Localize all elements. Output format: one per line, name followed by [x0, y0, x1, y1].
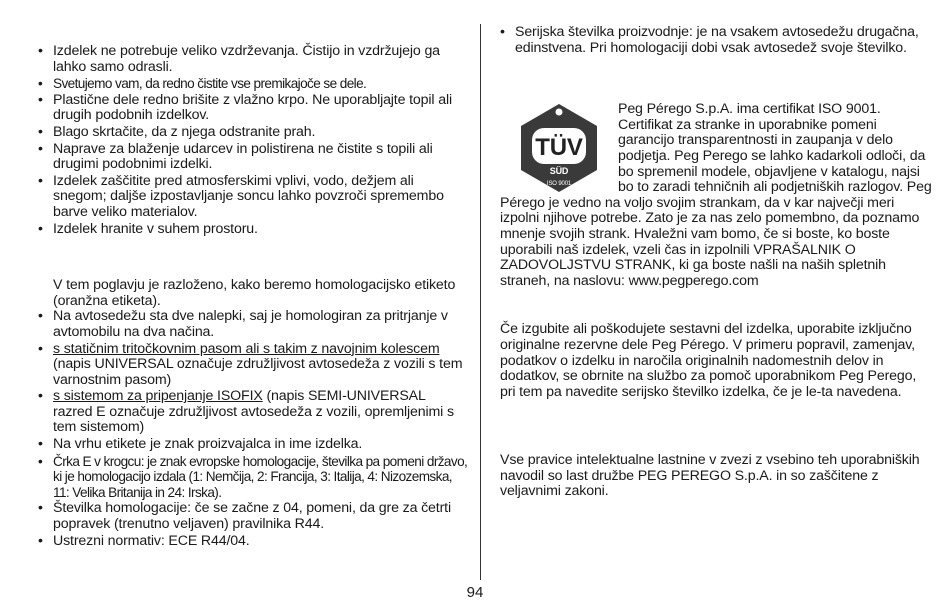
copyright-text: Vse pravice intelektualne lastnine v zvezi z vsebino teh uporabniških navodil so last družbe PEG PEREGO S.p.A. in so zaščitene z veljavnimi zakoni. — [500, 452, 920, 500]
svg-text:ISO 9001: ISO 9001 — [546, 181, 572, 188]
care-item: • Blago skrtačite, da z njega odstranite prah. — [38, 125, 468, 141]
care-item: • Izdelek ne potrebuje veliko vzdrževanja. Čistijo in vzdržujejo ga lahko samo odrasli. — [38, 44, 468, 75]
tuv-sud-logo-icon — [514, 102, 604, 194]
care-item: • Izdelek hranite v suhem prostoru. — [38, 222, 468, 238]
label-item: • Ustrezni normativ: ECE R44/04. — [38, 534, 468, 550]
care-item: • Izdelek zaščitite pred atmosferskimi vplivi, vodo, dežjem ali snegom; daljše izpostavljanje soncu lahko povzroči spremembo barve veliko materialov. — [38, 174, 468, 221]
label-item: • Številka homologacije: če se začne z 04, pomeni, da gre za četrti popravek (trenutno veljaven) pravilnika R44. — [38, 501, 468, 532]
svg-text:SÜD: SÜD — [549, 166, 569, 177]
label-item: • Črka E v krogcu: je znak evropske homologacije, številka pa pomeni državo, ki je homologacijo izdala (1: Nemčija, 2: Francija, 3: Italija, 4: Nizozemska, 11: Velika Britanija in 24: Irska). — [38, 454, 468, 501]
label-item: • Na vrhu etikete je znak proizvajalca in ime izdelka. — [38, 437, 468, 453]
label-intro: V tem poglavju je razloženo, kako beremo homologacijsko etiketo (oranžna etiketa). — [53, 277, 456, 309]
label-item: • Na avtosedežu sta dve nalepki, saj je homologiran za pritrjanje v avtomobilu na dva načina. — [38, 309, 468, 340]
care-item: • Naprave za blaženje udarcev in polistirena ne čistite s topili ali drugimi podobnimi izdelki. — [38, 142, 468, 173]
care-item: • Plastične dele redno brišite z vlažno krpo. Ne uporabljajte topil ali drugih podobnih izdelkov. — [38, 93, 468, 124]
care-list — [38, 44, 468, 237]
label-item-belt — [38, 342, 468, 389]
isofix-underlined-text: s sistemom za pripenjanje ISOFIX — [53, 388, 263, 405]
belt-underlined-text: s statičnim tritočkovnim pasom ali s takim z navojnim kolescem — [53, 340, 440, 357]
care-item: • Svetujemo vam, da redno čistite vse premikajoče se dele. — [38, 76, 468, 92]
column-divider — [480, 24, 481, 580]
certification-text: Peg Pérego S.p.A. ima certifikat ISO 9001. Certifikat za stranke in uporabnike pomeni garancijo transparentnosti in zaupanja v delo podjetja. Peg Perego se lahko kadarkoli odloči, da bo spremenil modele, objavljene v katalogu, najsi bo to zaradi tehničnih ali podjetniških razlogov. Peg Pérego je vedno na voljo svojim strankam, da v kar največji meri izpolni njihove potrebe. Zato je za nas zelo pomembno, da poznamo mnenje svojih strank. Hvaležni vam bomo, če si boste, ko boste uporabili naš izdelek, vzeli čas in izpolnili VPRAŠALNIK O ZADOVOLJSTVU STRANK, ki ga boste našli na naših spletnih straneh, na naslovu: www.pegperego.com — [500, 101, 932, 289]
right-column — [500, 25, 932, 500]
serial-item: • Serijska številka proizvodnje: je na vsakem avtosedežu drugačna, edinstvena. Pri homologaciji dobi vsak avtosedež svoje številko. — [500, 25, 932, 56]
left-column — [38, 44, 468, 550]
belt-description: (napis UNIVERSAL označuje združljivost avtosedeža z vozili s tem varnostnim pasom) — [53, 356, 463, 388]
certification-section — [500, 102, 932, 289]
spare-parts-text: Če izgubite ali poškodujete sestavni del izdelka, uporabite izključno originalne rezervne dele Peg Pérego. V primeru popravil, zamenjav, podatkov o izdelku in naročila originalnih nadomestnih delov in dodatkov, se obrnite na službo za pomoč uporabnikom Peg Perego, pri tem pa navedite serijsko številko izdelka, če je le-ta navedena. — [500, 321, 917, 400]
label-item-isofix — [38, 389, 468, 436]
label-list — [38, 309, 468, 549]
serial-list — [500, 25, 932, 56]
page-number: 94 — [466, 584, 484, 601]
svg-text:TÜV: TÜV — [535, 134, 583, 162]
isofix-description: (napis SEMI-UNIVERSAL razred E označuje združljivost avtosedeža z vozili, opremljenimi s tem sistemom) — [53, 388, 454, 436]
